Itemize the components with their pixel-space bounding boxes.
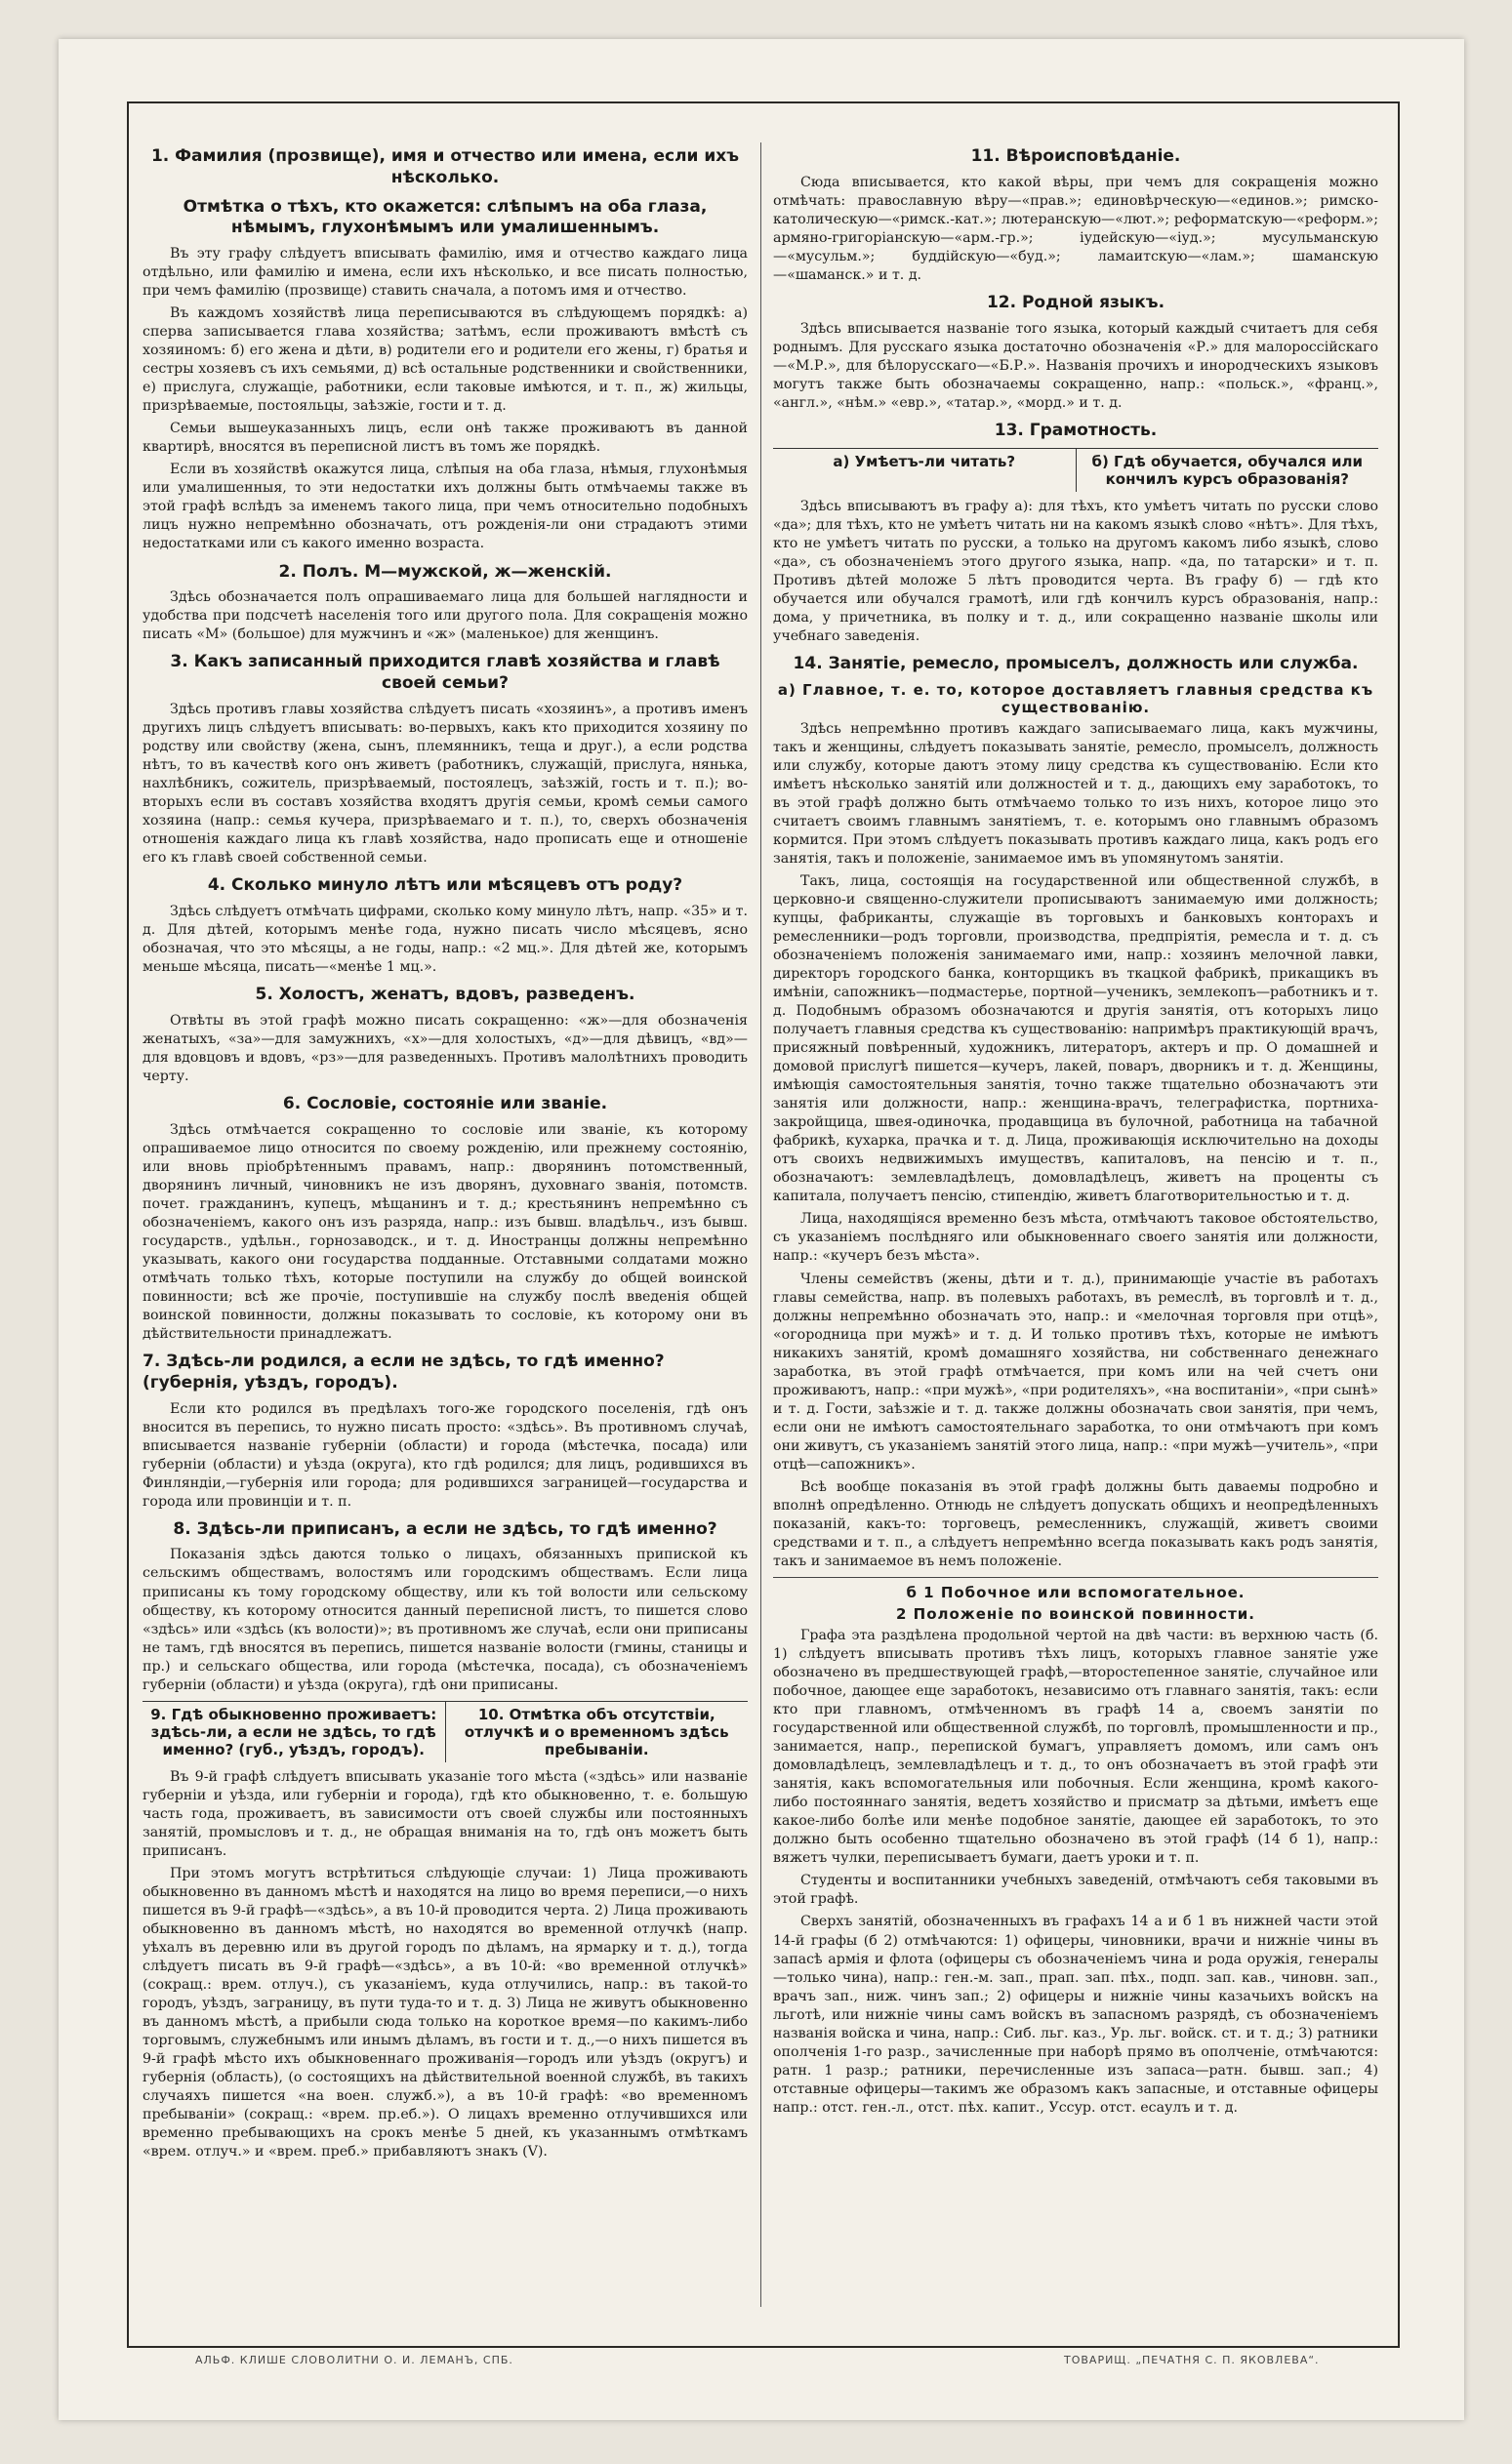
census-sheet bbox=[59, 39, 1464, 2420]
page-frame bbox=[127, 101, 1400, 2348]
split-cell bbox=[773, 449, 1076, 492]
subheading-14b1: б 1 Побочное или вспомогательное. bbox=[906, 1584, 1246, 1601]
paragraph: Такъ, лица, состоящія на государственной или общественной службѣ, в церковно-и священно-служители прописываютъ занимаемую ими должность; купцы, фабриканты, служащіе въ торговыхъ и банковыхъ конторахъ и ремесленники—родъ торговли, производства, предпріятія, ремесла и т. д. съ обозначеніемъ положенія занимаемаго ими, напр.: хозяинъ мелочной лавки, директоръ городского банка, конторщикъ въ ткацкой фабрикѣ, прикащикъ въ имѣніи, сапожникъ—подмастерье, портной—ученикъ, землекопъ—работникъ и т. д. Подобнымъ образомъ обозначаются и другія занятія, отъ которыхъ лицо получаетъ главныя средства къ существованію: напримѣръ практикующій врачъ, присяжный повѣренный, художникъ, литераторъ, актеръ и пр. О домашней и домовой прислугѣ пишется—кучеръ, лакей, поваръ, дворникъ и т. д. Женщины, имѣющія самостоятельныя занятія, точно также тщательно обозначаютъ эти занятія или должности, напр.: женщина-врачъ, телеграфистка, портниха-закройщица, швея-одиночка, продавщица въ булочной, работница на табачной фабрикѣ, кухарка, прачка и т. д. Лица, проживающія исключительно на доходы отъ своихъ недвижимыхъ имуществъ, капиталовъ, на пенсію и т. п., обозначаютъ: землевладѣлецъ, домовладѣлецъ, живетъ на проценты съ капитала, получаетъ пенсію, стипендію, живетъ благотворительностью и т. д. bbox=[773, 872, 1378, 1205]
paragraph: Здѣсь непремѣнно противъ каждаго записываемаго лица, какъ мужчины, такъ и женщины, слѣдуетъ показывать занятіе, ремесло, промыселъ, должность или службу, которые даютъ этому лицу средства къ существованію. Если кто имѣетъ нѣсколько занятій или должностей и т. д., дающихъ ему заработокъ, то въ этой графѣ должно быть отмѣчаемо только то изъ нихъ, которое лицо это считаетъ своимъ главнымъ занятіемъ, т. е. которымъ оно главнымъ образомъ кормится. При этомъ слѣдуетъ показывать противъ каждаго лица, какъ родъ его занятія, такъ и положеніе, занимаемое имъ въ упомянутомъ занятіи. bbox=[773, 720, 1378, 867]
split-cell bbox=[445, 1702, 749, 1762]
paragraph: Въ 9-й графѣ слѣдуетъ вписывать указаніе того мѣста («здѣсь» или названіе губерніи и уѣзда, или губерніи и города), гдѣ кто обыкновенно, т. е. большую часть года, проживаетъ, въ зависимости отъ своей службы или постоянныхъ занятій, промысловъ и т. д., не обращая вниманія на то, гдѣ онъ можетъ быть приписанъ. bbox=[143, 1768, 748, 1859]
printer-credit-left: АЛЬФ. КЛИШЕ СЛОВОЛИТНИ О. И. ЛЕМАНЪ, СПБ. bbox=[195, 2354, 513, 2366]
separator-rule bbox=[773, 1577, 1378, 1578]
heading-10: 10. Отмѣтка объ отсутствіи, отлучкѣ и о временномъ здѣсь пребываніи. bbox=[464, 1705, 729, 1758]
paragraph: Въ каждомъ хозяйствѣ лица переписываются въ слѣдующемъ порядкѣ: а) сперва записывается глава хозяйства; затѣмъ, если проживаютъ вмѣстѣ съ хозяиномъ: б) его жена и дѣти, в) родители его и родители его жены, г) братья и сестры хозяевъ съ ихъ семьями, д) всѣ остальные родственники и свойственники, е) прислуга, служащіе, работники, если таковые имѣются, и т. п., ж) жильцы, призрѣваемые, постояльцы, заѣзжіе, гости и т. д. bbox=[143, 305, 748, 415]
heading-13a: а) Умѣетъ-ли читать? bbox=[833, 452, 1016, 470]
subheading-14b2: 2 Положеніе по воинской повинности. bbox=[896, 1605, 1255, 1623]
paragraph: Здѣсь слѣдуетъ отмѣчать цифрами, сколько кому минуло лѣтъ, напр. «35» и т. д. Для дѣтей, которымъ менѣе года, нужно писать число мѣсяцевъ, ясно обозначая, что это мѣсяцы, а не годы, напр.: «2 мц.». Для дѣтей же, которымъ меньше мѣсяца, писать—«менѣе 1 мц.». bbox=[143, 903, 748, 975]
heading-7: 7. Здѣсь-ли родился, а если не здѣсь, то гдѣ именно? (губернія, уѣздъ, городъ). bbox=[143, 1352, 665, 1393]
heading-1b: Отмѣтка о тѣхъ, кто окажется: слѣпымъ на оба глаза, нѣмымъ, глухонѣмымъ или умалишеннымъ. bbox=[183, 196, 708, 238]
paragraph: Здѣсь противъ главы хозяйства слѣдуетъ писать «хозяинъ», а противъ именъ другихъ лицъ слѣдуетъ вписывать: во-первыхъ, какъ кто приходится хозяину по родству или свойству (жена, сынъ, племянникъ, теща и друг.), а если родства нѣтъ, то въ качествѣ кого онъ живетъ (работникъ, служащій, прислуга, нянька, нахлѣбникъ, сожитель, призрѣваемый, постоялецъ, заѣзжій, гость и т. п.); во-вторыхъ если въ составъ хозяйства входятъ другія семьи, кромѣ семьи самого хозяина (напр.: семья кучера, призрѣваемаго и т. п.), то, сверхъ обозначенія отношенія каждаго лица къ главѣ хозяйства, надо прописать еще и отношеніе его къ главѣ своей собственной семьи. bbox=[143, 701, 748, 867]
paragraph: Если въ хозяйствѣ окажутся лица, слѣпыя на оба глаза, нѣмыя, глухонѣмыя или умалишенныя, то эти недостатки ихъ должны быть отмѣчаемы также въ этой графѣ вслѣдъ за именемъ такого лица, при чемъ относительно подобныхъ лицъ нужно непремѣнно обозначать, отъ рожденія-ли они страдаютъ этими недостатками или съ какого именно возраста. bbox=[143, 462, 748, 552]
paragraph: Здѣсь обозначается полъ опрашиваемаго лица для большей наглядности и удобства при подсчетѣ населенія того или другого пола. Для сокращенія можно писать «М» (большое) для мужчинъ и «ж» (маленькое) для женщинъ. bbox=[143, 589, 748, 643]
subheading-14a: а) Главное, т. е. то, которое доставляетъ главныя средства къ существованію. bbox=[777, 680, 1374, 716]
split-cell bbox=[1076, 449, 1379, 492]
paragraph: Графа эта раздѣлена продольной чертой на двѣ части: въ верхнюю часть (б. 1) слѣдуетъ вписывать противъ тѣхъ лицъ, которыхъ главное занятіе уже обозначено въ предшествующей графѣ,—второстепенное занятіе, случайное или побочное, дающее еще заработокъ, независимо отъ главнаго занятія, такъ: если кто при главномъ, отмѣченномъ въ графѣ 14 а, своемъ занятіи по государственной или общественной службѣ, по торговлѣ, промышленности и пр., занимается, напр., перепиской бумагъ, управляетъ домомъ, или самъ онъ домовладѣлецъ, землевладѣлецъ и т. д., то онъ обозначаетъ въ этой графѣ эти занятія, какъ вспомогательныя или побочныя. Если женщина, кромѣ какого-либо постояннаго занятія, ведетъ хозяйство и присматр за дѣтьми, имѣетъ еще какое-либо болѣе или менѣе подобное занятіе, дающее ей заработокъ, то это должно быть особенно тщательно обозначено въ этой графѣ (14 б 1), напр.: вяжетъ чулки, переписываетъ бумаги, даетъ уроки и т. п. bbox=[773, 1628, 1378, 1867]
paragraph: Сверхъ занятій, обозначенныхъ въ графахъ 14 а и б 1 въ нижней части этой 14-й графы (б 2) отмѣчаются: 1) офицеры, чиновники, врачи и нижніе чины въ запасѣ армія и флота (офицеры съ обозначеніемъ чина и рода оружія, генералы—только чина), напр.: ген.-м. зап., прап. зап. пѣх., подп. зап. кав., чиновн. зап., врачъ зап., ниж. чинъ зап.; 2) офицеры и нижніе чины казачьихъ войскъ на льготѣ, или нижніе чины самъ войскъ въ запасномъ разрядѣ, съ обозначеніемъ названія войска и чина, напр.: Сиб. льг. каз., Ур. льг. войск. ст. и т. д.; 3) ратники ополченія 1-го разр., зачисленные при наборѣ прямо въ ополченіе, отмѣчаются: ратн. 1 разр.; ратники, перечисленные изъ запаса—ратн. бывш. зап.; 4) отставные офицеры—такимъ же образомъ какъ запасные, и отставные офицеры напр.: отст. ген.-л., отст. пѣх. капит., Уссур. отст. есаулъ и т. д. bbox=[773, 1914, 1378, 2116]
paragraph: Здѣсь вписывается названіе того языка, который каждый считаетъ для себя роднымъ. Для русскаго языка достаточно обозначенія «Р.» для малороссійскаго—«М.Р.», для бѣлорусскаго—«Б.Р.». Названія прочихъ и инородческихъ языковъ могутъ также быть обозначаемы сокращенно, напр.: «польск.», «франц.», «англ.», «нѣм.» «евр.», «татар.», «морд.» и т. д. bbox=[773, 320, 1378, 411]
paragraph: Если кто родился въ предѣлахъ того-же городского поселенія, гдѣ онъ вносится въ перепись, то нужно писать просто: «здѣсь». Въ противномъ случаѣ, вписывается названіе губерніи (области) и города (мѣстечка, посада) или губерніи (области) и уѣзда (округа), кто гдѣ родился; для лицъ, родившихся въ Финляндіи,—губернія или города; для родившихся заграницей—государства и города или провинціи и т. п. bbox=[143, 1400, 748, 1510]
paragraph: Показанія здѣсь даются только о лицахъ, обязанныхъ припиской къ сельскимъ обществамъ, волостямъ или городскимъ обществамъ. Если лица приписаны къ тому городскому обществу, или къ той волости или сельскому обществу, къ которому относится данный переписной листъ, то пишется слово «здѣсь» или «здѣсь (къ волости)»; въ противномъ же случаѣ, если они приписаны не тамъ, гдѣ вносятся въ перепись, пишется названіе волости (гмины, станицы и пр.) и сельскаго общества, или города (мѣстечка, посада), съ обозначеніемъ губерніи (области) и уѣзда (округа), гдѣ они приписаны. bbox=[143, 1547, 748, 1693]
heading-2: 2. Полъ. М—мужской, ж—женскій. bbox=[278, 561, 612, 582]
paragraph: Здѣсь вписываютъ въ графу а): для тѣхъ, кто умѣетъ читать по русски слово «да»; для тѣхъ, кто не умѣетъ читать ни на какомъ языкѣ слово «нѣтъ». Для тѣхъ, кто не умѣетъ читать по русски, а только на другомъ какомъ либо языкѣ, слово «да», съ обозначеніемъ этого другого языка, напр. «да, по татарски» и т. п. Противъ дѣтей моложе 5 лѣтъ проводится черта. Въ графу б) — гдѣ кто обучается или обучался грамотѣ, или гдѣ кончилъ курсъ образованія, напр.: дома, у причетника, въ полку и т. д., или сокращенно названіе школы или учебнаго заведенія. bbox=[773, 498, 1378, 644]
printer-credit-right: ТОВАРИЩ. „ПЕЧАТНЯ С. П. ЯКОВЛЕВА“. bbox=[1064, 2354, 1320, 2366]
paragraph: Въ эту графу слѣдуетъ вписывать фамилію, имя и отчество каждаго лица отдѣльно, или фамилію и имена, если ихъ нѣсколько, и все писать полностью, при чемъ фамилію (прозвище) ставить сначала, а потомъ имя и отчество. bbox=[143, 246, 748, 300]
paragraph: Отвѣты въ этой графѣ можно писать сокращенно: «ж»—для обозначенія женатыхъ, «за»—для замужнихъ, «х»—для холостыхъ, «д»—для дѣвицъ, «вд»—для вдовцовъ и вдовъ, «рз»—для разведенныхъ. Противъ малолѣтнихъ проводить черту. bbox=[143, 1012, 748, 1084]
paragraph: Студенты и воспитанники учебныхъ заведеній, отмѣчаютъ себя таковыми въ этой графѣ. bbox=[773, 1873, 1378, 1908]
split-heading-13 bbox=[773, 448, 1378, 492]
heading-5: 5. Холостъ, женатъ, вдовъ, разведенъ. bbox=[255, 985, 635, 1004]
heading-9: 9. Гдѣ обыкновенно проживаетъ: здѣсь-ли, а если не здѣсь, то гдѣ именно? (губ., уѣздъ, городъ). bbox=[150, 1705, 437, 1758]
column-divider bbox=[760, 142, 761, 2307]
heading-3: 3. Какъ записанный приходится главѣ хозяйства и главѣ своей семьи? bbox=[170, 652, 720, 694]
right-column bbox=[773, 139, 1378, 2340]
left-column bbox=[143, 139, 748, 2340]
paragraph: При этомъ могутъ встрѣтиться слѣдующіе случаи: 1) Лица проживають обыкновенно въ данномъ мѣстѣ и находятся на лицо во время переписи,—о нихъ пишется въ 9-й графѣ—«здѣсь», а въ 10-й проводится черта. 2) Лица проживають обыкновенно въ данномъ мѣстѣ, но находятся во временной отлучкѣ (напр. уѣхалъ въ деревню или въ другой городъ по дѣламъ, на ярмарку и т. д.), тогда слѣдуетъ писать въ 9-й графѣ—«здѣсь», а въ 10-й: «во временной отлучкѣ» (сокращ.: врем. отлуч.), съ указаніемъ, куда отлучились, напр.: въ такой-то городъ, уѣздъ, заграницу, въ пути туда-то и т. д. 3) Лица не живутъ обыкновенно въ данномъ мѣстѣ, а прибыли сюда только на короткое время—по какимъ-либо торговымъ, служебнымъ или инымъ дѣламъ, въ гости и т. д.,—о нихъ пишется въ 9-й графѣ мѣсто ихъ обыкновеннаго проживанія—городъ или уѣздъ (округъ) и губернія (область), (о состоящихъ на дѣйствительной военной службѣ, въ такихъ случаяхъ пишется «на воен. служб.»), а въ 10-й графѣ: «во временномъ пребываніи» (сокращ.: «врем. пр.еб.»). О лицахъ временно отлучившихся или временно пребывающихъ на срокъ менѣе 5 дней, къ указаннымъ отмѣткамъ «врем. отлуч.» и «врем. преб.» прибавляютъ знакъ (V). bbox=[143, 1865, 748, 2161]
split-cell bbox=[143, 1702, 445, 1762]
heading-13b: б) Гдѣ обучается, обучался или кончилъ курсъ образованія? bbox=[1091, 452, 1363, 488]
paragraph: Всѣ вообще показанія въ этой графѣ должны быть даваемы подробно и вполнѣ опредѣленно. Отнюдь не слѣдуетъ допускать общихъ и неопредѣленныхъ показаній, какъ-то: торговецъ, ремесленникъ, служащій, живетъ своими средствами и т. п., а слѣдуетъ непремѣнно всегда показывать какъ родъ занятія, такъ и занимаемое въ немъ положеніе. bbox=[773, 1478, 1378, 1569]
paragraph: Здѣсь отмѣчается сокращенно то сословіе или званіе, къ которому опрашиваемое лицо относится по своему рожденію, или прежнему состоянію, или вновь пріобрѣтеннымъ правамъ, напр.: дворянинъ потомственный, дворянинъ личный, чиновникъ не изъ дворянъ, духовнаго званія, потомств. почет. гражданинъ, купецъ, мѣщанинъ и т. д.; крестьянинъ непремѣнно съ обозначеніемъ, какого онъ изъ разряда, напр.: изъ бывш. владѣльч., изъ бывш. государств., удѣльн., горнозаводск., и т. д. Иностранцы должны непремѣнно указывать, какого они государства подданные. Отставными солдатами можно отмѣчать только тѣхъ, которые поступили на службу до общей воинской повинности; всѣ же прочіе, поступившіе на службу послѣ введенія общей воинской повинности, должны показывать то сословіе, къ которому они въ дѣйствительности принадлежатъ. bbox=[143, 1121, 748, 1342]
paragraph: Семьи вышеуказанныхъ лицъ, если онѣ также проживаютъ въ данной квартирѣ, вносятся въ переписной листъ въ томъ же порядкѣ. bbox=[143, 421, 748, 456]
heading-11: 11. Вѣроисповѣданіе. bbox=[970, 146, 1181, 166]
heading-6: 6. Сословіе, состояніе или званіе. bbox=[282, 1093, 608, 1113]
split-heading-9-10 bbox=[143, 1701, 748, 1762]
paragraph: Члены семействъ (жены, дѣти и т. д.), принимающіе участіе въ работахъ главы семейства, напр. въ полевыхъ работахъ, въ ремеслѣ, въ торговлѣ и т. д., должны непремѣнно обозначать это, напр.: и «мелочная торговля при отцѣ», «огородница при мужѣ» и т. д. И только противъ тѣхъ, которые не имѣютъ никакихъ занятій, кромѣ домашняго хозяйства, ни собственнаго денежнаго заработка, въ этой графѣ отмѣчается, при комъ или на чей счетъ они проживаютъ, напр.: «при мужѣ», «при родителяхъ», «на воспитаніи», «при сынѣ» и т. д. Гости, заѣзжіе и т. д. также должны обозначать свои занятія, при чемъ, если они не имѣютъ самостоятельнаго заработка, то они отмѣчаютъ при комъ они живутъ, съ указаніемъ занятій этого лица, напр.: «при мужѣ—учитель», «при отцѣ—сапожникъ». bbox=[773, 1271, 1378, 1473]
heading-13: 13. Грамотность. bbox=[994, 420, 1158, 440]
heading-1: 1. Фамилия (прозвище), имя и отчество или имена, если ихъ нѣсколько. bbox=[150, 146, 740, 187]
heading-4: 4. Сколько минуло лѣтъ или мѣсяцевъ отъ роду? bbox=[207, 875, 683, 896]
paragraph: Сюда вписывается, кто какой вѣры, при чемъ для сокращенія можно отмѣчать: православную вѣру—«прав.»; единовѣрческую—«единов.»; римско-католическую—«римск.-кат.»; лютеранскую—«лют.»; реформатскую—«реформ.»; армяно-григоріанскую—«арм.-гр.»; іудейскую—«іуд.»; мусульманскую—«мусульм.»; буддійскую—«буд.»; ламаитскую—«лам.»; шаманскую—«шаманск.» и т. д. bbox=[773, 174, 1378, 283]
heading-8: 8. Здѣсь-ли приписанъ, а если не здѣсь, то гдѣ именно? bbox=[173, 1518, 717, 1539]
heading-12: 12. Родной языкъ. bbox=[986, 292, 1165, 312]
paragraph: Лица, находящіяся временно безъ мѣста, отмѣчаютъ таковое обстоятельство, съ указаніемъ послѣдняго или обыкновеннаго своего занятія или должности, напр.: «кучеръ безъ мѣста». bbox=[773, 1211, 1378, 1265]
heading-14: 14. Занятіе, ремесло, промыселъ, должность или служба. bbox=[793, 653, 1359, 673]
